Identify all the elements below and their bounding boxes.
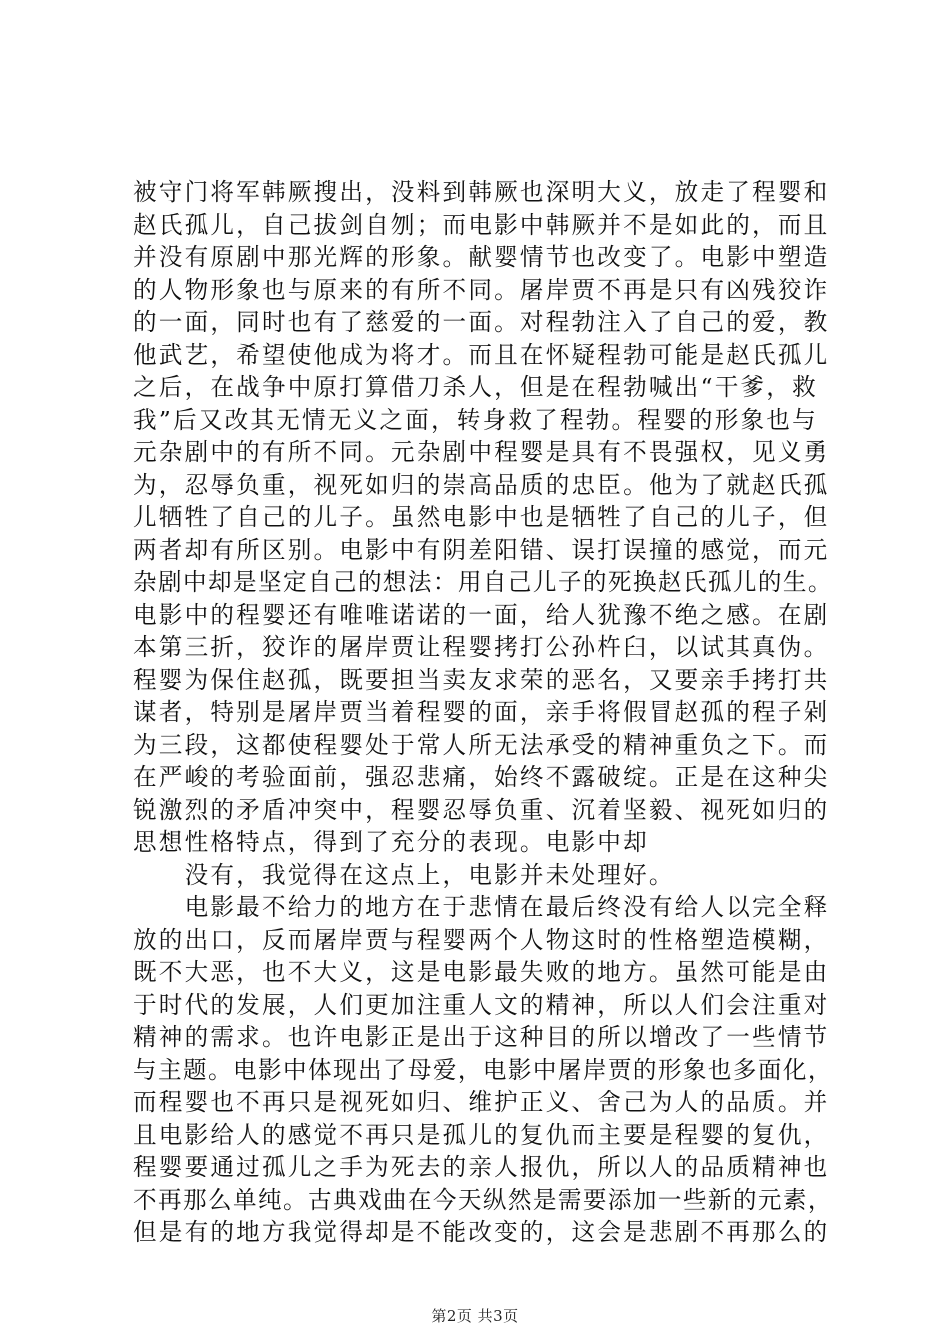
text-line: 儿牺牲了自己的儿子。虽然电影中也是牺牲了自己的儿子，但 <box>133 503 830 531</box>
text-line: 被守门将军韩厥搜出，没料到韩厥也深明大义，放走了程婴和 <box>133 178 830 206</box>
text-line: 为三段，这都使程婴处于常人所无法承受的精神重负之下。而 <box>133 730 830 759</box>
text-line: 精神的需求。也许电影正是出于这种目的所以增改了一些情节 <box>133 1023 830 1051</box>
text-line: 电影最不给力的地方在于悲情在最后终没有给人以完全释 <box>133 893 830 921</box>
text-line: 于时代的发展，人们更加注重人文的精神，所以人们会注重对 <box>133 990 830 1019</box>
text-line: 与主题。电影中体现出了母爱，电影中屠岸贾的形象也多面化， <box>133 1055 833 1084</box>
text-line: 在严峻的考验面前，强忍悲痛，始终不露破绽。正是在这种尖 <box>133 763 830 791</box>
text-line: 之后，在战争中原打算借刀杀人，但是在程勃喊出“干爹，救 <box>133 373 818 401</box>
text-line: 电影中的程婴还有唯唯诺诺的一面，给人犹豫不绝之感。在剧 <box>133 600 830 629</box>
body-text <box>133 176 833 1249</box>
text-line: 且电影给人的感觉不再只是孤儿的复仇而主要是程婴的复仇， <box>133 1120 830 1149</box>
text-line: 但是有的地方我觉得却是不能改变的，这会是悲剧不再那么的 <box>133 1218 830 1246</box>
text-line: 元杂剧中的有所不同。元杂剧中程婴是具有不畏强权，见义勇 <box>133 438 830 466</box>
text-line: 赵氏孤儿，自己拔剑自刎；而电影中韩厥并不是如此的，而且 <box>133 210 830 239</box>
text-line: 锐激烈的矛盾冲突中，程婴忍辱负重、沉着坚毅、视死如归的 <box>133 795 830 824</box>
text-line: 为，忍辱负重，视死如归的崇高品质的忠臣。他为了就赵氏孤 <box>133 470 830 499</box>
text-line: 程婴为保住赵孤，既要担当卖友求荣的恶名，又要亲手拷打共 <box>133 665 830 694</box>
text-line: 的人物形象也与原来的有所不同。屠岸贾不再是只有凶残狡诈 <box>133 275 830 304</box>
text-line: 谋者，特别是屠岸贾当着程婴的面，亲手将假冒赵孤的程子剁 <box>133 698 830 726</box>
text-line: 本第三折，狡诈的屠岸贾让程婴拷打公孙杵臼，以试其真伪。 <box>133 633 830 661</box>
text-line: 放的出口，反而屠岸贾与程婴两个人物这时的性格塑造模糊， <box>133 925 830 954</box>
text-line: 既不大恶，也不大义，这是电影最失败的地方。虽然可能是由 <box>133 958 830 986</box>
page-footer: 第2页 共3页 <box>431 1307 519 1325</box>
text-line: 他武艺，希望使他成为将才。而且在怀疑程勃可能是赵氏孤儿 <box>133 340 830 369</box>
text-line: 不再那么单纯。古典戏曲在今天纵然是需要添加一些新的元素， <box>133 1185 833 1214</box>
text-line: 的一面，同时也有了慈爱的一面。对程勃注入了自己的爱，教 <box>133 308 830 336</box>
text-line: 杂剧中却是坚定自己的想法：用自己儿子的死换赵氏孤儿的生。 <box>133 568 833 596</box>
text-line: 两者却有所区别。电影中有阴差阳错、误打误撞的感觉，而元 <box>133 535 830 564</box>
text-line: 并没有原剧中那光辉的形象。献婴情节也改变了。电影中塑造 <box>133 243 830 271</box>
text-line: 思想性格特点，得到了充分的表现。电影中却 <box>133 828 649 856</box>
text-line: 没有，我觉得在这点上，电影并未处理好。 <box>133 860 675 889</box>
text-line: 程婴要通过孤儿之手为死去的亲人报仇，所以人的品质精神也 <box>133 1153 830 1181</box>
text-line: 我”后又改其无情无义之面，转身救了程勃。程婴的形象也与 <box>133 405 818 434</box>
text-line: 而程婴也不再只是视死如归、维护正义、舍己为人的品质。并 <box>133 1088 830 1116</box>
